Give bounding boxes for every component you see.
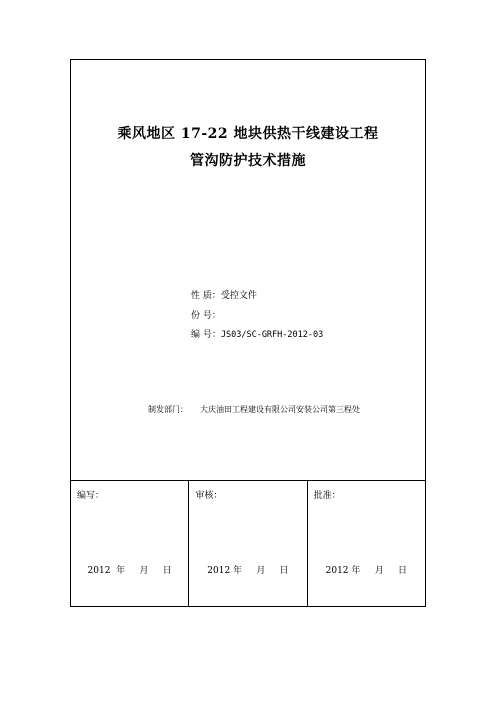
signature-cell-author <box>71 481 188 607</box>
signature-date-author: 2012 年 月 日 <box>87 566 172 576</box>
info-row-nature <box>191 287 323 307</box>
document-frame <box>70 59 426 607</box>
signature-date-approver: 2012 年 月 日 <box>325 566 407 576</box>
document-title: 乘风地区 17-22 地块供热干线建设工程 <box>117 126 379 142</box>
department-value: 大庆油田工程建设有限公司安装公司第三程处 <box>200 405 360 414</box>
document-subtitle: 管沟防护技术措施 <box>190 153 306 169</box>
info-value-nature: 受控文件 <box>220 291 257 301</box>
signature-date-reviewer: 2012 年 月 日 <box>207 566 289 576</box>
signature-cell-approver <box>307 481 425 607</box>
title-block <box>71 122 425 173</box>
info-label-serial-number: 编 号： <box>191 330 221 340</box>
document-info <box>191 287 323 346</box>
signature-table <box>71 480 425 607</box>
info-label-nature: 性 质： <box>191 291 221 301</box>
info-label-copy-number: 份 号： <box>191 310 221 321</box>
info-row-copy-number <box>191 307 323 327</box>
info-row-serial-number <box>191 326 323 346</box>
issuing-department <box>148 404 360 415</box>
department-label: 制发部门： <box>148 405 188 414</box>
signature-label-approver: 批准： <box>313 491 341 501</box>
signature-label-author: 编写： <box>77 491 105 501</box>
info-value-serial-number: JS03/SC-GRFH-2012-03 <box>220 330 324 340</box>
signature-label-reviewer: 审核： <box>195 491 223 501</box>
signature-cell-reviewer <box>188 481 306 607</box>
